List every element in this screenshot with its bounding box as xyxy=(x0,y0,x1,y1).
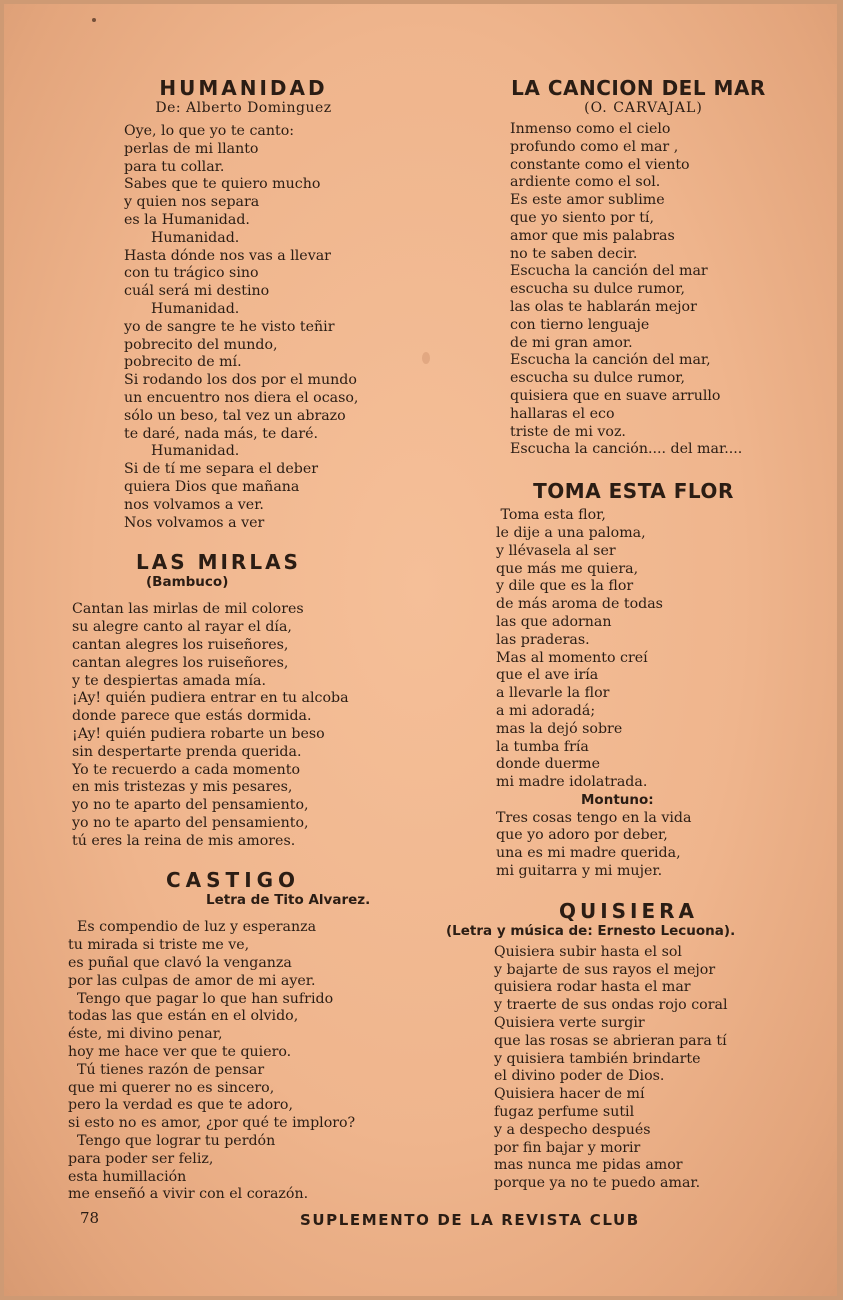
song-castigo xyxy=(66,868,421,1204)
lyric-line: donde duerme xyxy=(496,756,600,773)
page-footer: SUPLEMENTO DE LA REVISTA CLUB xyxy=(300,1211,640,1229)
lyric-line: cantan alegres los ruiseñores, xyxy=(72,636,289,653)
lyric-line: pero la verdad es que te adoro, xyxy=(68,1097,293,1114)
lyric-line: escucha su dulce rumor, xyxy=(510,370,685,387)
lyric-line: amor que mis palabras xyxy=(510,227,675,244)
lyric-line: nos volvamos a ver. xyxy=(124,496,264,513)
lyric-line: quisiera rodar hasta el mar xyxy=(494,979,691,996)
song-quisiera xyxy=(446,898,821,1193)
lyric-line: me enseñó a vivir con el corazón. xyxy=(68,1186,309,1203)
lyric-line: ¡Ay! quién pudiera entrar en tu alcoba xyxy=(72,690,349,707)
lyric-line: Es este amor sublime xyxy=(510,192,665,209)
lyric-line: Es compendio de luz y esperanza xyxy=(68,919,317,936)
lyric-line: Humanidad. xyxy=(124,300,240,317)
lyric-line: y llévasela al ser xyxy=(496,542,616,559)
lyric-line: Nos volvamos a ver xyxy=(124,514,265,531)
song-lyrics xyxy=(68,919,421,1204)
lyric-line: y quisiera también brindarte xyxy=(494,1050,701,1067)
lyric-line: es puñal que clavó la venganza xyxy=(68,955,292,972)
lyric-line: que las rosas se abrieran para tí xyxy=(494,1032,727,1049)
lyric-line: Tres cosas tengo en la vida xyxy=(496,809,692,826)
lyric-line: Tú tienes razón de pensar xyxy=(68,1061,265,1078)
lyric-line: Si de tí me separa el deber xyxy=(124,461,319,478)
lyric-line: con tierno lenguaje xyxy=(510,316,650,333)
song-author: (Letra y música de: Ernesto Lecuona). xyxy=(446,922,736,939)
lyric-line: cantan alegres los ruiseñores, xyxy=(72,654,289,671)
lyric-line: de más aroma de todas xyxy=(496,596,663,613)
lyric-line: ardiente como el sol. xyxy=(510,174,661,191)
lyric-line: mas la dejó sobre xyxy=(496,720,623,737)
lyric-line: triste de mi voz. xyxy=(510,423,626,440)
lyric-line: hallaras el eco xyxy=(510,405,615,422)
lyric-line: profundo como el mar , xyxy=(510,138,679,155)
song-title: LAS MIRLAS xyxy=(136,550,301,575)
lyric-line: Tengo que pagar lo que han sufrido xyxy=(68,990,334,1007)
lyric-line: yo de sangre te he visto teñir xyxy=(124,318,335,335)
lyric-line: mi madre idolatrada. xyxy=(496,774,648,791)
lyric-line: tu mirada si triste me ve, xyxy=(68,937,250,954)
lyric-line: la tumba fría xyxy=(496,738,589,755)
lyric-line: Quisiera subir hasta el sol xyxy=(494,943,682,960)
song-lyrics xyxy=(496,507,821,792)
montuno-label: Montuno: xyxy=(581,791,654,808)
lyric-line: que mi querer no es sincero, xyxy=(68,1079,275,1096)
lyric-line: las que adornan xyxy=(496,613,612,630)
lyric-line: las praderas. xyxy=(496,631,590,648)
lyric-line: porque ya no te puedo amar. xyxy=(494,1175,701,1192)
lyric-line: y dile que es la flor xyxy=(496,578,634,595)
lyric-line: pobrecito del mundo, xyxy=(124,336,278,353)
song-genre: (Bambuco) xyxy=(146,574,229,591)
song-author: Letra de Tito Alvarez. xyxy=(206,892,371,909)
song-title: TOMA ESTA FLOR xyxy=(533,479,734,504)
lyric-line: quiera Dios que mañana xyxy=(124,478,300,495)
song-lyrics xyxy=(494,944,821,1193)
lyric-line: yo no te aparto del pensamiento, xyxy=(72,814,309,831)
lyric-line: es la Humanidad. xyxy=(124,211,250,228)
lyric-line: Hasta dónde nos vas a llevar xyxy=(124,247,331,264)
lyric-line: una es mi madre querida, xyxy=(496,845,681,862)
lyric-line: Escucha la canción del mar xyxy=(510,263,708,280)
lyric-line: éste, mi divino penar, xyxy=(68,1026,223,1043)
lyric-line: y a despecho después xyxy=(494,1121,651,1138)
stain-spot xyxy=(92,18,96,22)
lyric-line: todas las que están en el olvido, xyxy=(68,1008,299,1025)
lyric-line: mas nunca me pidas amor xyxy=(494,1157,683,1174)
lyric-line: Humanidad. xyxy=(124,229,240,246)
lyric-line: Escucha la canción.... del mar.... xyxy=(510,441,743,458)
lyric-line: Oye, lo que yo te canto: xyxy=(124,123,295,139)
lyric-line: sin despertarte prenda querida. xyxy=(72,743,302,760)
lyric-line: te daré, nada más, te daré. xyxy=(124,425,319,442)
song-title: HUMANIDAD xyxy=(159,76,328,100)
lyric-line: quisiera que en suave arrullo xyxy=(510,387,721,404)
lyric-line: Tengo que lograr tu perdón xyxy=(68,1133,276,1150)
page-number: 78 xyxy=(80,1209,100,1227)
song-humanidad xyxy=(66,76,421,532)
lyric-line: que más me quiera, xyxy=(496,560,639,577)
lyric-line: Mas al momento creí xyxy=(496,649,648,666)
lyric-line: que el ave iría xyxy=(496,667,599,684)
song-lyrics xyxy=(72,601,421,850)
lyric-line: Humanidad. xyxy=(124,443,240,460)
lyric-line: cuál será mi destino xyxy=(124,283,270,300)
song-la-cancion-del-mar xyxy=(466,76,821,459)
lyric-line: Si rodando los dos por el mundo xyxy=(124,372,357,389)
song-title: LA CANCION DEL MAR xyxy=(511,76,766,100)
lyric-line: con tu trágico sino xyxy=(124,265,259,282)
lyric-line: Toma esta flor, xyxy=(496,507,606,524)
song-lyrics xyxy=(124,123,421,532)
lyric-line: y traerte de sus ondas rojo coral xyxy=(494,997,728,1014)
lyric-line: y te despiertas amada mía. xyxy=(72,672,267,689)
song-title: QUISIERA xyxy=(558,898,699,923)
lyric-line: mi guitarra y mi mujer. xyxy=(496,863,663,880)
lyric-line: Inmenso como el cielo xyxy=(510,121,671,137)
lyric-line: Sabes que te quiero mucho xyxy=(124,176,321,193)
page xyxy=(4,4,837,1296)
song-author: De: Alberto Dominguez xyxy=(155,100,332,116)
lyric-line: que yo siento por tí, xyxy=(510,209,654,226)
lyric-line: tú eres la reina de mis amores. xyxy=(72,832,296,849)
lyric-line: por fin bajar y morir xyxy=(494,1139,641,1156)
lyric-line: yo no te aparto del pensamiento, xyxy=(72,797,309,814)
song-author: (O. CARVAJAL) xyxy=(584,100,703,116)
lyric-line: si esto no es amor, ¿por qué te imploro? xyxy=(68,1115,356,1132)
lyric-line: pobrecito de mí. xyxy=(124,354,242,371)
lyric-line: por las culpas de amor de mi ayer. xyxy=(68,972,316,989)
lyric-line: escucha su dulce rumor, xyxy=(510,281,685,298)
lyric-line: Cantan las mirlas de mil colores xyxy=(72,601,304,618)
song-lyrics xyxy=(510,121,821,459)
song-toma-esta-flor xyxy=(466,479,821,881)
lyric-line: le dije a una paloma, xyxy=(496,524,646,541)
lyric-line: esta humillación xyxy=(68,1168,187,1185)
lyric-line: Quisiera verte surgir xyxy=(494,1015,645,1032)
lyric-line: que yo adoro por deber, xyxy=(496,827,668,844)
lyric-line: Escucha la canción del mar, xyxy=(510,352,711,369)
stain-spot xyxy=(422,352,430,364)
montuno-lyrics xyxy=(496,810,821,881)
lyric-line: de mi gran amor. xyxy=(510,334,633,351)
lyric-line: Yo te recuerdo a cada momento xyxy=(72,761,301,778)
lyric-line: fugaz perfume sutil xyxy=(494,1104,635,1121)
lyric-line: no te saben decir. xyxy=(510,245,638,262)
lyric-line: a mi adoradá; xyxy=(496,702,596,719)
lyric-line: sólo un beso, tal vez un abrazo xyxy=(124,407,346,424)
lyric-line: donde parece que estás dormida. xyxy=(72,708,312,725)
lyric-line: hoy me hace ver que te quiero. xyxy=(68,1044,292,1061)
lyric-line: ¡Ay! quién pudiera robarte un beso xyxy=(72,725,325,742)
lyric-line: perlas de mi llanto xyxy=(124,140,259,157)
lyric-line: y quien nos separa xyxy=(124,194,260,211)
lyric-line: para tu collar. xyxy=(124,158,225,175)
left-column xyxy=(66,76,421,1204)
right-column xyxy=(446,76,821,1193)
lyric-line: las olas te hablarán mejor xyxy=(510,298,697,315)
lyric-line: Quisiera hacer de mí xyxy=(494,1086,645,1103)
song-title: CASTIGO xyxy=(166,868,301,893)
song-las-mirlas xyxy=(66,550,421,850)
lyric-line: para poder ser feliz, xyxy=(68,1150,214,1167)
lyric-line: constante como el viento xyxy=(510,156,690,173)
lyric-line: en mis tristezas y mis pesares, xyxy=(72,779,293,796)
lyric-line: y bajarte de sus rayos el mejor xyxy=(494,961,716,978)
lyric-line: un encuentro nos diera el ocaso, xyxy=(124,389,359,406)
lyric-line: a llevarle la flor xyxy=(496,685,610,702)
lyric-line: el divino poder de Dios. xyxy=(494,1068,665,1085)
lyric-line: su alegre canto al rayar el día, xyxy=(72,619,292,636)
